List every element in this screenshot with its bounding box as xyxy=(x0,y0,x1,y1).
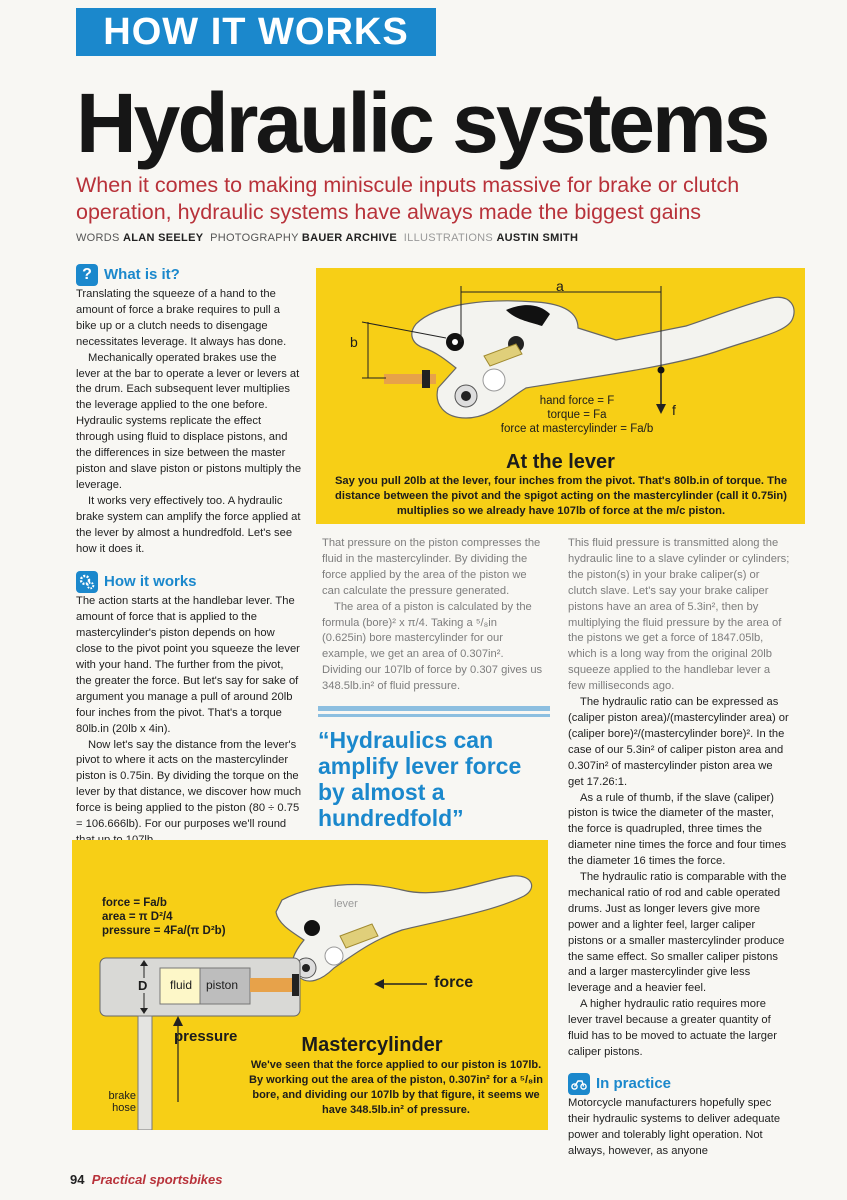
pull-quote-text: “Hydraulics can amplify lever force by almost a hundredfold” xyxy=(318,727,522,831)
hand-force-point xyxy=(658,367,665,374)
dim-f-label: f xyxy=(672,402,676,418)
in-practice-title: In practice xyxy=(596,1074,672,1092)
equation-mc-force: force at mastercylinder = Fa/b xyxy=(500,423,654,435)
what-is-it-heading xyxy=(76,264,302,286)
magazine-name: Practical sportsbikes xyxy=(91,1172,223,1187)
paragraph: That pressure on the piston compresses the fluid in the mastercylinder. By dividing the force applied by the area of the piston we can calculate the pressure generated. xyxy=(322,537,541,597)
formula-force: force = Fa/b xyxy=(102,897,167,909)
paragraph: Translating the squeeze of a hand to the amount of force a brake requires to pull a bike up or a clutch needs to disengage necessitates leverage. It always has done. xyxy=(76,288,287,348)
mount-bolt-hex xyxy=(302,964,310,972)
lever-panel-heading: At the lever xyxy=(506,451,615,473)
quote-rule-thin xyxy=(318,714,550,717)
mastercylinder-heading: Mastercylinder xyxy=(301,1034,443,1056)
pressure-label: pressure xyxy=(174,1028,238,1045)
lever-diagram-panel xyxy=(316,268,805,524)
paragraph: This fluid pressure is transmitted along the hydraulic line to a slave cylinder or cylinders; the piston(s) in your brake caliper(s) or clutch slave. Let's say your brake caliper pistons have an area of 5.3in², then by multiplying the fluid pressure by the area of the pistons we get a force of 1847.05lb, which is a long way from the original 20lb squeeze applied to the handlebar lever a few milliseconds ago. xyxy=(568,537,790,693)
what-is-it-title: What is it? xyxy=(104,266,180,284)
motorcycle-icon xyxy=(568,1073,590,1095)
mastercylinder-diagram-panel xyxy=(72,840,548,1130)
mastercylinder-formulas xyxy=(102,896,226,938)
right-column xyxy=(568,536,790,1160)
in-practice-heading xyxy=(568,1073,790,1095)
page-title: Hydraulic systems xyxy=(76,76,768,170)
credit-words-label: WORDS xyxy=(76,232,120,244)
paragraph: The area of a piston is calculated by the formula (bore)² x π/4. Taking a ⁵/₈in (0.625in) bore mastercylinder for our example, we get an area of 0.307in². Dividing our 107lb of force by 0.307 gives us 348.5lb.in² of fluid pressure. xyxy=(322,600,543,693)
formula-area: area = π D²/4 xyxy=(102,911,173,923)
pivot-center xyxy=(452,339,458,345)
force-label: force xyxy=(434,974,474,991)
credit-illus-name: AUSTIN SMITH xyxy=(496,232,579,244)
gears-icon xyxy=(76,571,98,593)
pushrod-cup xyxy=(483,369,505,391)
paragraph: The action starts at the handlebar lever. The amount of force that is applied to the mastercylinder's piston depends on how close to the pivot point you squeeze the lever with your hand. The further from the pivot, the greater the force. But let's say for sake of argument you manage a pull of around 20lb four inches from the pivot. That's a torque 80lb.in (20lb x 4in). xyxy=(76,595,300,735)
piston-label: piston xyxy=(206,978,239,992)
pushrod-cup xyxy=(325,947,343,965)
paragraph: It works very effectively too. A hydraulic brake system can amplify the force applied at the lever by almost a hundredfold. Let's see how it does it. xyxy=(76,494,301,555)
page-footer xyxy=(70,1172,223,1187)
pushrod xyxy=(250,978,296,992)
credit-photo-label: PHOTOGRAPHY xyxy=(210,232,299,244)
pull-quote xyxy=(318,706,550,831)
formula-pressure: pressure = 4Fa/(π D²b) xyxy=(102,925,226,937)
paragraph: A higher hydraulic ratio requires more lever travel because a greater quantity of fluid has to be moved to actuate the larger caliper pistons. xyxy=(568,998,777,1058)
credits-line xyxy=(76,232,578,244)
left-column xyxy=(76,264,302,849)
lever-label: lever xyxy=(334,898,358,910)
question-icon: ? xyxy=(76,264,98,286)
equation-torque: torque = Fa xyxy=(547,409,607,421)
lever-panel-caption: Say you pull 20lb at the lever, four inches from the pivot. That's 80lb.in of torque. The distance between the pivot and the spigot acting on the mastercylinder (call it 0.75in) multiplies so we already have 107lb of force at the m/c piston. xyxy=(334,475,788,517)
how-it-works-heading xyxy=(76,571,302,593)
mastercylinder-caption: We've seen that the force applied to our piston is 107lb. By working out the area of the piston, 0.307in² for a ⁵/₈in bore, and dividing our 107lb by that figure, it seems we have 348.5lb.in² of pressure. xyxy=(249,1059,543,1116)
middle-column xyxy=(322,536,544,695)
paragraph: Mechanically operated brakes use the lever at the bar to operate a lever or levers at the drum. Each subsequent lever multiplies the leverage applied to the one before. Hydraulic systems replicate the effect through using fluid to displace pistons, and the differences in size between the master piston and slave piston or pistons multiply the leverage. xyxy=(76,351,302,491)
page-number: 94 xyxy=(70,1172,85,1187)
banner-text: HOW IT WORKS xyxy=(103,10,409,53)
spigot-collar xyxy=(422,370,430,388)
paragraph: The hydraulic ratio is comparable with the mechanical ratio of rod and cable operated drums. Just as longer levers give more power and a lighter feel, larger caliper pistons or a smaller mastercylinder produce the same effect. So smaller caliper pistons and a larger mastercylinder give less leverage and a heavier feel. xyxy=(568,871,787,995)
paragraph: Now let's say the distance from the lever's pivot to where it acts on the mastercylinder piston is 0.75in. By dividing the torque on the lever by that distance, we discover how much force is being applied to the piston (80 ÷ 0.75 = 106.666lb). For our purposes we'll round xyxy=(76,738,302,831)
brake-hose xyxy=(138,1016,152,1130)
paragraph: The hydraulic ratio can be expressed as (caliper piston area)/(mastercylinder area) or (caliper bore)²/(mastercylinder bore)². In the case of our 5.3in² of caliper piston area and 0.307in² of mastercylinder piston area we get 17.26:1. xyxy=(568,696,789,788)
fluid-label: fluid xyxy=(170,978,193,992)
dim-b-label: b xyxy=(350,334,358,350)
pressure-arrow-head xyxy=(173,1016,183,1026)
standfirst: When it comes to making miniscule inputs massive for brake or clutch operation, hydraulic systems have always made the biggest gains xyxy=(76,173,740,224)
quote-rule xyxy=(318,706,550,711)
equation-hand-force: hand force = F xyxy=(539,395,615,407)
dim-a-label: a xyxy=(556,278,564,294)
paragraph: As a rule of thumb, if the slave (caliper) piston is twice the diameter of the master, the force is quadrupled, three times the diameter nine times the force and four times the diameter 16 times the force. xyxy=(568,791,787,868)
credit-illus-label: ILLUSTRATIONS xyxy=(403,232,494,244)
pivot-bolt xyxy=(304,920,320,936)
how-it-works-title: How it works xyxy=(104,573,197,591)
section-banner xyxy=(76,8,436,56)
credit-photo-name: BAUER ARCHIVE xyxy=(301,232,398,244)
credit-words-name: ALAN SEELEY xyxy=(123,232,204,244)
lever-equations xyxy=(492,394,662,436)
paragraph: Motorcycle manufacturers hopefully spec their hydraulic systems to deliver adequate power and tolerably light operation. Not always, however, as anyone xyxy=(568,1096,781,1157)
brake-hose-label: brake hose xyxy=(108,1090,136,1114)
pushrod-collar xyxy=(292,974,299,996)
mount-bolt-hex xyxy=(461,391,471,401)
diameter-label: D xyxy=(138,978,148,993)
force-arrow-head xyxy=(374,979,384,989)
